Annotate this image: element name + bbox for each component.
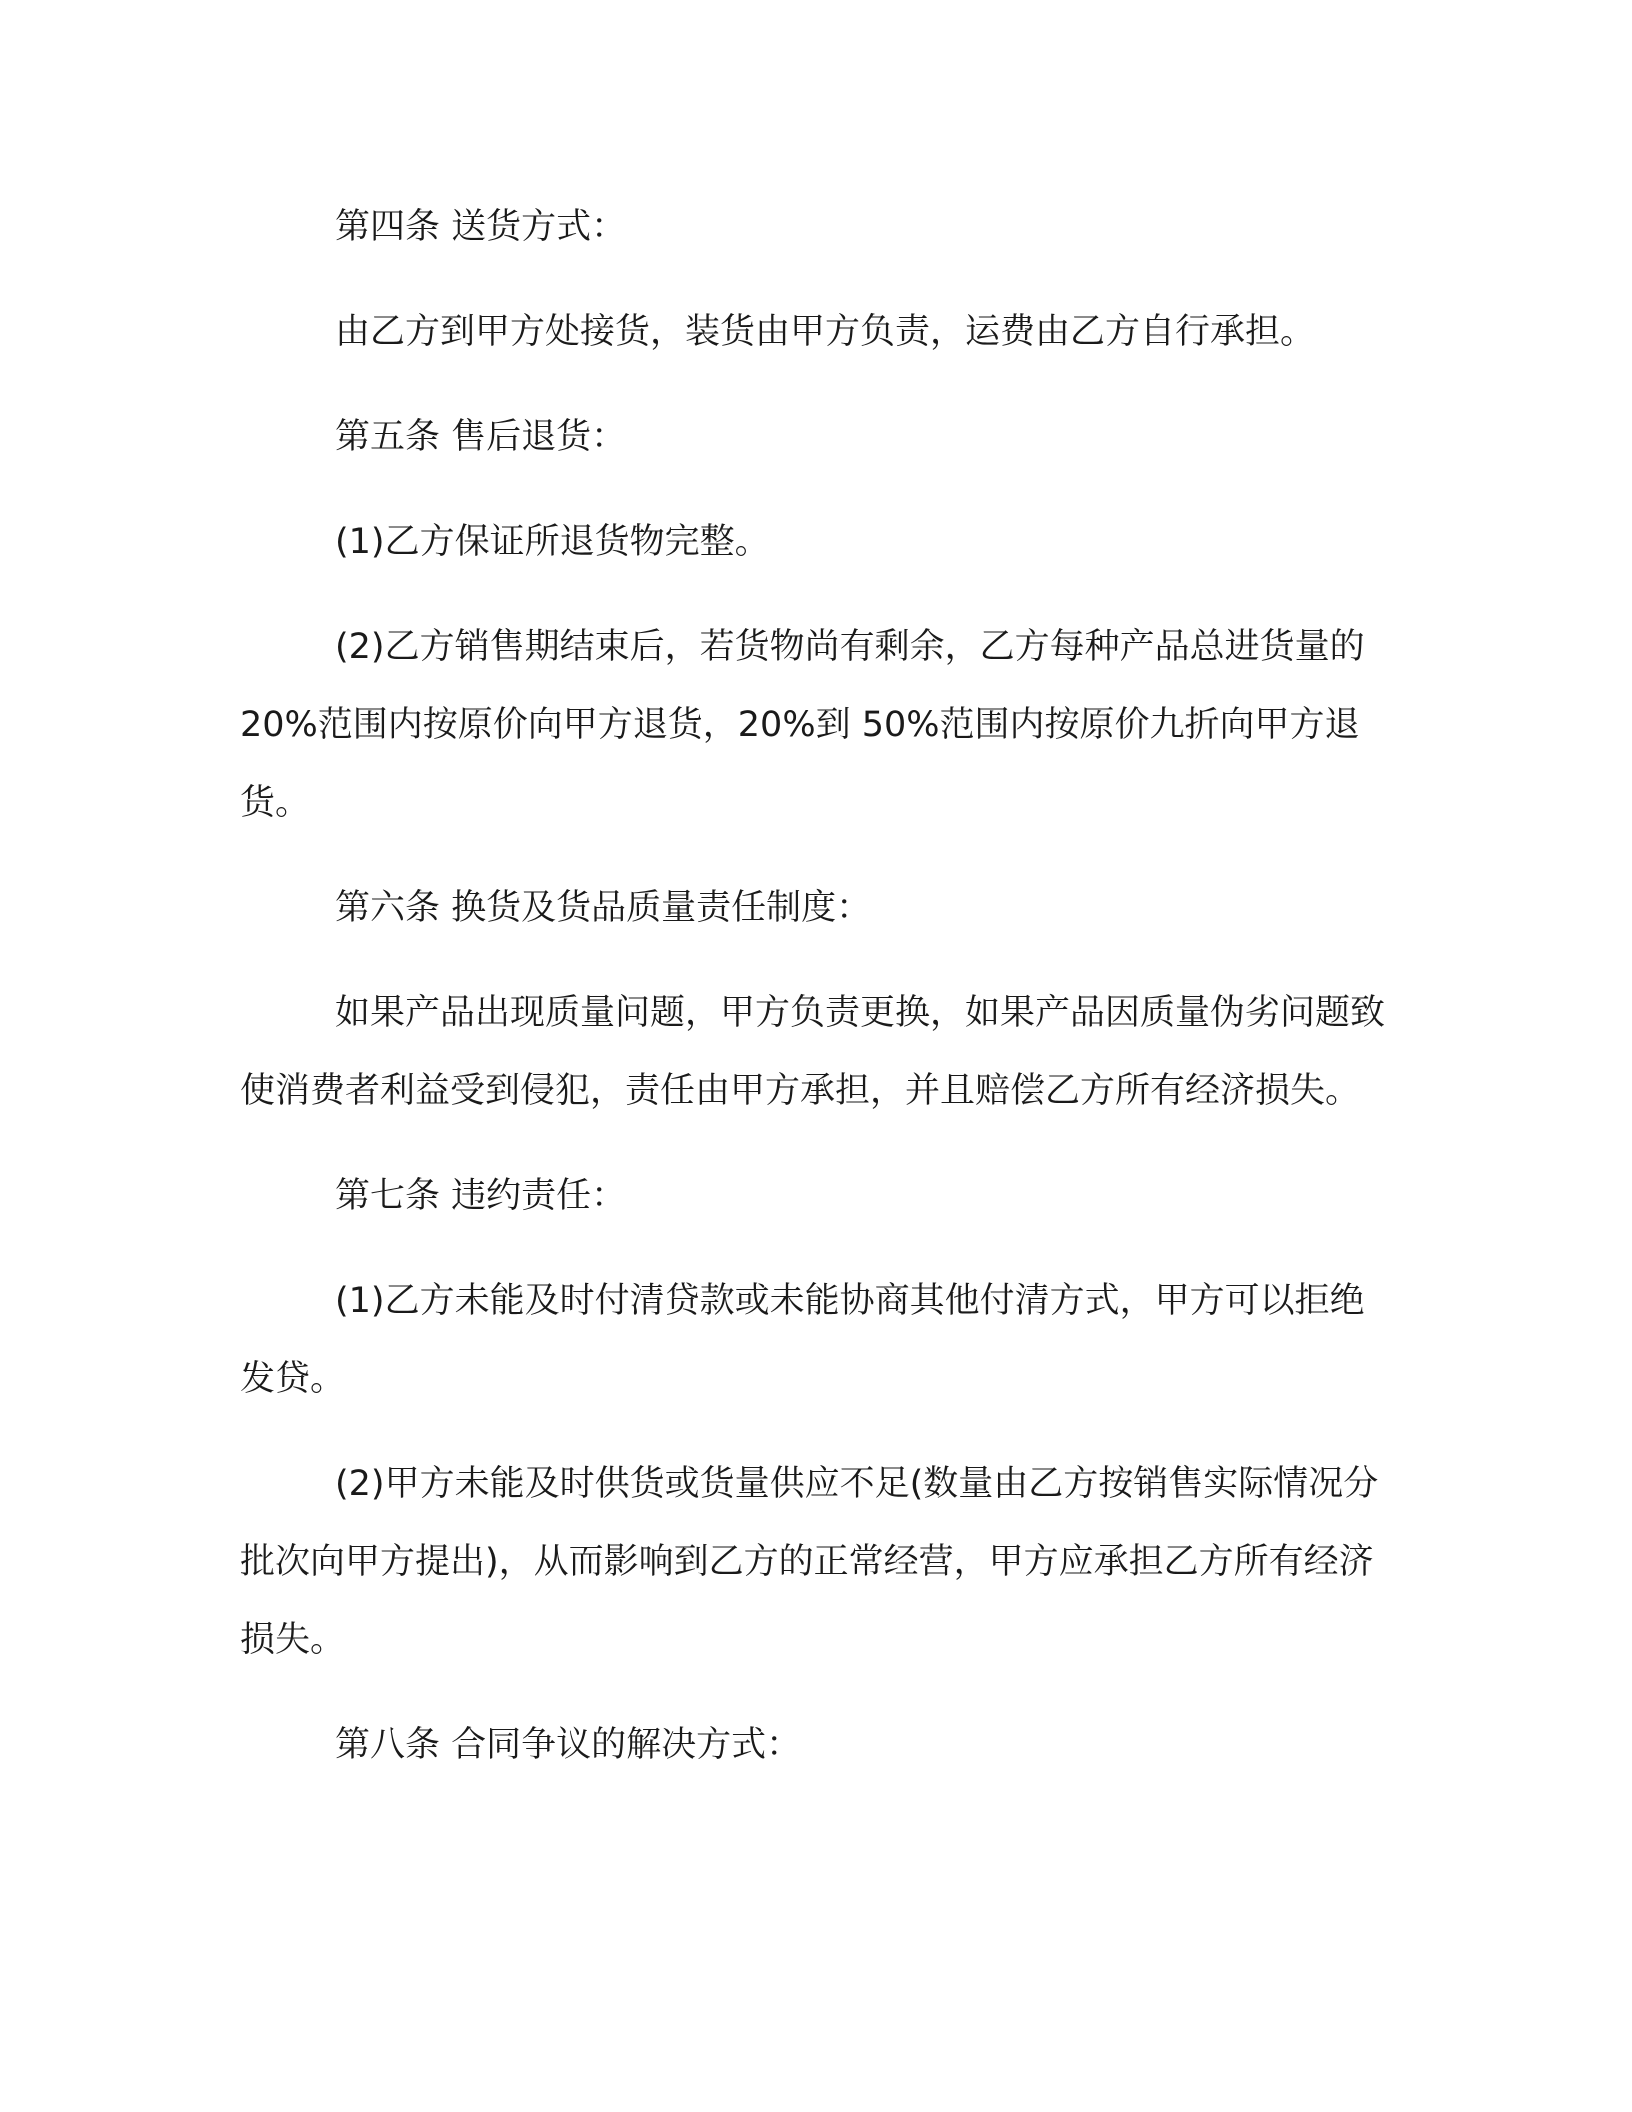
- article-4-heading: 第四条 送货方式：: [335, 207, 627, 247]
- article-6-heading: 第六条 换货及货品质量责任制度：: [335, 888, 872, 928]
- article-6-body: 如果产品出现质量问题，甲方负责更换，如果产品因质量伪劣问题致使消费者利益受到侵犯，责任由甲方承担，并且赔偿乙方所有经济损失。: [240, 993, 1386, 1111]
- article-8-heading: 第八条 合同争议的解决方式：: [335, 1725, 802, 1765]
- article-7-item-1: (1)乙方未能及时付清贷款或未能协商其他付清方式，甲方可以拒绝发贷。: [240, 1281, 1365, 1399]
- document-body: [240, 188, 1390, 1811]
- article-7-item-2: (2)甲方未能及时供货或货量供应不足(数量由乙方按销售实际情况分批次向甲方提出)，从而影响到乙方的正常经营，甲方应承担乙方所有经济损失。: [240, 1464, 1379, 1660]
- article-5-item-1: (1)乙方保证所退货物完整。: [335, 522, 770, 562]
- article-7-heading: 第七条 违约责任：: [335, 1176, 627, 1216]
- article-5-item-2: (2)乙方销售期结束后，若货物尚有剩余，乙方每种产品总进货量的 20%范围内按原价向甲方退货，20%到 50%范围内按原价九折向甲方退货。: [240, 627, 1365, 823]
- article-4-body: 由乙方到甲方处接货，装货由甲方负责，运费由乙方自行承担。: [335, 312, 1316, 352]
- article-5-heading: 第五条 售后退货：: [335, 417, 627, 457]
